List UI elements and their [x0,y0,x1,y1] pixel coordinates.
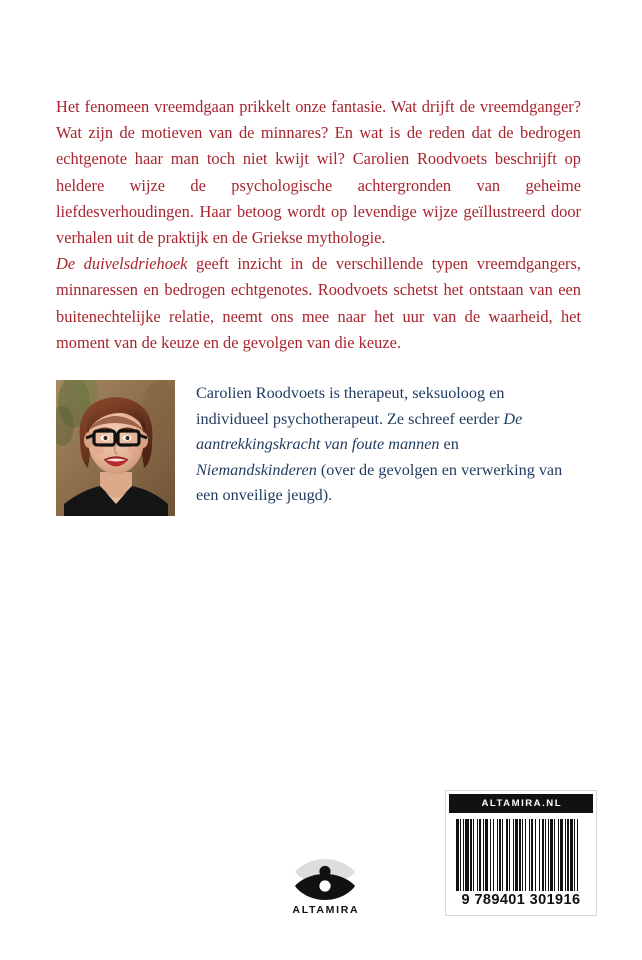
author-bio-paragraph [196,381,581,509]
author-bio-run: Carolien Roodvoets is therapeut, seksuoloog en individueel psychotherapeut. Ze schreef eerder [196,384,505,428]
previous-book-title-2: Niemandskinderen [196,460,317,479]
barcode-block [445,790,597,916]
author-photo [56,380,175,516]
barcode-isbn-digits: 9 789401 301916 [461,892,581,908]
blurb-paragraph-1 [56,94,581,251]
eye-logo-icon [287,857,363,903]
barcode-header [449,794,593,813]
publisher-wordmark: ALTAMIRA [292,904,360,916]
back-cover-blurb [56,94,581,356]
blurb-paragraph-2 [56,251,581,356]
blurb-run-text: Het fenomeen vreemdgaan prikkelt onze fantasie. Wat drijft de vreemdganger? Wat zijn de motieven van de minnares? En wat is de reden dat de bedrogen echtgenote haar man toch niet kwijt wil? Carolien Roodvoets beschrijft op heldere wijze de psychologische achtergronden van geheime liefdesverhoudingen. Haar betoog wordt op levendige wijze geïllustreerd door verhalen uit de praktijk en de Griekse mythologie. [56,97,581,248]
author-bio [196,380,581,509]
publisher-logo [287,857,363,916]
book-title-italic: De duivelsdriehoek [56,254,188,274]
publisher-website-label: ALTAMIRA.NL [481,798,563,809]
previous-book-title-1: De aantrekkingskracht van foute mannen [196,409,523,454]
author-block [56,380,581,516]
author-bio-run: en [439,435,459,454]
author-bio-run: (over de gevolgen en verwerking van een onveilige jeugd). [196,460,563,505]
barcode-bar [578,819,579,891]
blurb-run-text: geeft inzicht in de verschillende typen vreemdgangers, minnaressen en bedrogen echtgenotes. Roodvoets schetst het ontstaan van een buitenechtelijke relatie, neemt ons mee naar het uur van de waarheid, het moment van de keuze en de gevolgen van die keuze. [56,254,581,352]
barcode-bars [456,819,586,891]
